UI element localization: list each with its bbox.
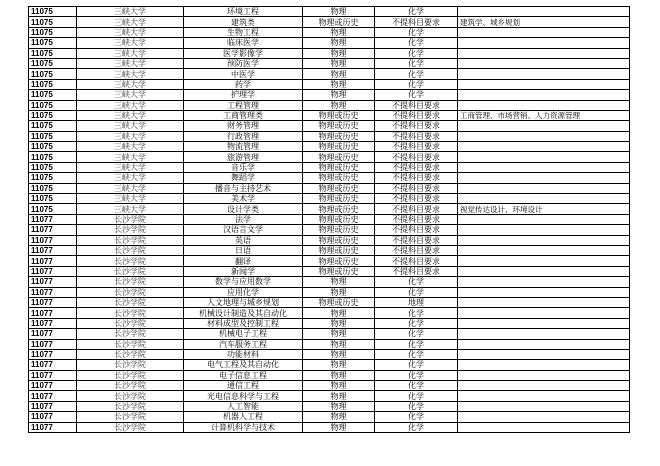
major-name-cell: 机械设计制造及其自动化 [184, 308, 303, 318]
included-majors-cell [458, 412, 630, 422]
school-name-cell: 长沙学院 [77, 370, 184, 380]
school-name-cell: 长沙学院 [77, 308, 184, 318]
included-majors-cell [458, 339, 630, 349]
school-code-cell: 11077 [29, 297, 77, 307]
school-name-cell: 三峡大学 [77, 194, 184, 204]
included-majors-cell: 建筑学、城乡规划 [458, 17, 630, 27]
second-subject-cell: 化学 [375, 339, 458, 349]
school-code-cell: 11075 [29, 194, 77, 204]
first-subject-cell: 物理或历史 [303, 204, 375, 214]
school-code-cell: 11077 [29, 287, 77, 297]
table-row [29, 100, 630, 110]
second-subject-cell: 化学 [375, 69, 458, 79]
school-name-cell: 三峡大学 [77, 110, 184, 120]
school-code-cell: 11075 [29, 27, 77, 37]
first-subject-cell: 物理 [303, 48, 375, 58]
second-subject-cell: 化学 [375, 48, 458, 58]
school-code-cell: 11075 [29, 58, 77, 68]
second-subject-cell: 化学 [375, 412, 458, 422]
major-name-cell: 英语 [184, 235, 303, 245]
first-subject-cell: 物理或历史 [303, 17, 375, 27]
school-name-cell: 长沙学院 [77, 391, 184, 401]
second-subject-cell: 不提科目要求 [375, 256, 458, 266]
included-majors-cell [458, 256, 630, 266]
second-subject-cell: 化学 [375, 308, 458, 318]
school-code-cell: 11077 [29, 256, 77, 266]
school-code-cell: 11075 [29, 152, 77, 162]
major-name-cell: 中医学 [184, 69, 303, 79]
table-row [29, 412, 630, 422]
second-subject-cell: 不提科目要求 [375, 225, 458, 235]
table-row [29, 349, 630, 359]
table-row [29, 329, 630, 339]
included-majors-cell [458, 225, 630, 235]
first-subject-cell: 物理 [303, 318, 375, 328]
included-majors-cell [458, 245, 630, 255]
school-code-cell: 11075 [29, 121, 77, 131]
school-name-cell: 长沙学院 [77, 360, 184, 370]
first-subject-cell: 物理或历史 [303, 162, 375, 172]
first-subject-cell: 物理 [303, 339, 375, 349]
second-subject-cell: 化学 [375, 277, 458, 287]
table-row [29, 142, 630, 152]
table-row [29, 318, 630, 328]
school-name-cell: 长沙学院 [77, 256, 184, 266]
table-row [29, 308, 630, 318]
second-subject-cell: 化学 [375, 318, 458, 328]
major-name-cell: 工程管理 [184, 100, 303, 110]
first-subject-cell: 物理 [303, 360, 375, 370]
included-majors-cell [458, 360, 630, 370]
school-code-cell: 11075 [29, 173, 77, 183]
major-name-cell: 机器人工程 [184, 412, 303, 422]
school-code-cell: 11075 [29, 204, 77, 214]
school-name-cell: 三峡大学 [77, 142, 184, 152]
second-subject-cell: 化学 [375, 360, 458, 370]
second-subject-cell: 不提科目要求 [375, 17, 458, 27]
second-subject-cell: 化学 [375, 7, 458, 17]
included-majors-cell [458, 422, 630, 432]
included-majors-cell [458, 100, 630, 110]
school-code-cell: 11077 [29, 339, 77, 349]
table-row [29, 256, 630, 266]
first-subject-cell: 物理或历史 [303, 131, 375, 141]
school-code-cell: 11075 [29, 38, 77, 48]
second-subject-cell: 不提科目要求 [375, 131, 458, 141]
second-subject-cell: 不提科目要求 [375, 245, 458, 255]
first-subject-cell: 物理或历史 [303, 121, 375, 131]
major-name-cell: 旅游管理 [184, 152, 303, 162]
included-majors-cell [458, 235, 630, 245]
table-row [29, 69, 630, 79]
major-name-cell: 通信工程 [184, 381, 303, 391]
table-row [29, 297, 630, 307]
school-name-cell: 三峡大学 [77, 79, 184, 89]
included-majors-cell [458, 69, 630, 79]
school-name-cell: 三峡大学 [77, 27, 184, 37]
second-subject-cell: 化学 [375, 79, 458, 89]
school-name-cell: 三峡大学 [77, 131, 184, 141]
first-subject-cell: 物理或历史 [303, 110, 375, 120]
major-name-cell: 汽车服务工程 [184, 339, 303, 349]
second-subject-cell: 不提科目要求 [375, 235, 458, 245]
table-row [29, 225, 630, 235]
school-name-cell: 三峡大学 [77, 69, 184, 79]
second-subject-cell: 不提科目要求 [375, 214, 458, 224]
school-code-cell: 11077 [29, 235, 77, 245]
first-subject-cell: 物理 [303, 69, 375, 79]
second-subject-cell: 不提科目要求 [375, 121, 458, 131]
table-row [29, 339, 630, 349]
school-code-cell: 11077 [29, 370, 77, 380]
major-name-cell: 设计学类 [184, 204, 303, 214]
school-code-cell: 11075 [29, 69, 77, 79]
second-subject-cell: 化学 [375, 90, 458, 100]
first-subject-cell: 物理或历史 [303, 256, 375, 266]
included-majors-cell [458, 329, 630, 339]
school-name-cell: 三峡大学 [77, 152, 184, 162]
second-subject-cell: 不提科目要求 [375, 142, 458, 152]
major-name-cell: 环境工程 [184, 7, 303, 17]
major-name-cell: 护理学 [184, 90, 303, 100]
included-majors-cell [458, 194, 630, 204]
second-subject-cell: 化学 [375, 391, 458, 401]
included-majors-cell [458, 142, 630, 152]
school-name-cell: 三峡大学 [77, 173, 184, 183]
major-name-cell: 临床医学 [184, 38, 303, 48]
major-name-cell: 医学影像学 [184, 48, 303, 58]
table-row [29, 38, 630, 48]
school-name-cell: 三峡大学 [77, 100, 184, 110]
school-code-cell: 11077 [29, 360, 77, 370]
major-name-cell: 计算机科学与技术 [184, 422, 303, 432]
second-subject-cell: 化学 [375, 401, 458, 411]
first-subject-cell: 物理 [303, 100, 375, 110]
second-subject-cell: 化学 [375, 58, 458, 68]
first-subject-cell: 物理 [303, 381, 375, 391]
table-row [29, 245, 630, 255]
school-code-cell: 11077 [29, 412, 77, 422]
first-subject-cell: 物理 [303, 391, 375, 401]
table-row [29, 173, 630, 183]
table-row [29, 277, 630, 287]
major-name-cell: 药学 [184, 79, 303, 89]
included-majors-cell [458, 349, 630, 359]
school-name-cell: 三峡大学 [77, 7, 184, 17]
included-majors-cell [458, 401, 630, 411]
major-name-cell: 舞蹈学 [184, 173, 303, 183]
school-name-cell: 三峡大学 [77, 58, 184, 68]
included-majors-cell [458, 27, 630, 37]
major-name-cell: 数学与应用数学 [184, 277, 303, 287]
second-subject-cell: 化学 [375, 27, 458, 37]
table-row [29, 422, 630, 432]
table-row [29, 48, 630, 58]
table-row [29, 110, 630, 120]
second-subject-cell: 不提科目要求 [375, 173, 458, 183]
first-subject-cell: 物理 [303, 90, 375, 100]
second-subject-cell: 不提科目要求 [375, 100, 458, 110]
school-code-cell: 11075 [29, 110, 77, 120]
major-name-cell: 工商管理类 [184, 110, 303, 120]
second-subject-cell: 化学 [375, 349, 458, 359]
school-code-cell: 11077 [29, 308, 77, 318]
major-name-cell: 物流管理 [184, 142, 303, 152]
included-majors-cell [458, 38, 630, 48]
included-majors-cell [458, 131, 630, 141]
first-subject-cell: 物理 [303, 27, 375, 37]
first-subject-cell: 物理 [303, 58, 375, 68]
school-code-cell: 11075 [29, 48, 77, 58]
school-code-cell: 11077 [29, 422, 77, 432]
included-majors-cell [458, 90, 630, 100]
school-name-cell: 长沙学院 [77, 349, 184, 359]
first-subject-cell: 物理 [303, 412, 375, 422]
school-name-cell: 三峡大学 [77, 204, 184, 214]
included-majors-cell [458, 277, 630, 287]
included-majors-cell [458, 266, 630, 276]
included-majors-cell [458, 48, 630, 58]
school-code-cell: 11077 [29, 214, 77, 224]
table-row [29, 7, 630, 17]
table-row [29, 79, 630, 89]
school-code-cell: 11077 [29, 277, 77, 287]
table-row [29, 360, 630, 370]
school-name-cell: 长沙学院 [77, 381, 184, 391]
table-row [29, 183, 630, 193]
major-name-cell: 建筑类 [184, 17, 303, 27]
included-majors-cell: 工商管理、市场营销、人力资源管理 [458, 110, 630, 120]
included-majors-cell [458, 121, 630, 131]
included-majors-cell [458, 7, 630, 17]
included-majors-cell [458, 287, 630, 297]
school-name-cell: 长沙学院 [77, 422, 184, 432]
included-majors-cell [458, 214, 630, 224]
second-subject-cell: 化学 [375, 370, 458, 380]
school-name-cell: 三峡大学 [77, 38, 184, 48]
major-name-cell: 播音与主持艺术 [184, 183, 303, 193]
major-name-cell: 美术学 [184, 194, 303, 204]
second-subject-cell: 化学 [375, 329, 458, 339]
school-name-cell: 长沙学院 [77, 339, 184, 349]
table-row [29, 235, 630, 245]
first-subject-cell: 物理或历史 [303, 225, 375, 235]
major-name-cell: 新闻学 [184, 266, 303, 276]
major-name-cell: 电气工程及其自动化 [184, 360, 303, 370]
school-code-cell: 11077 [29, 318, 77, 328]
first-subject-cell: 物理 [303, 349, 375, 359]
table-row [29, 370, 630, 380]
school-code-cell: 11075 [29, 79, 77, 89]
first-subject-cell: 物理或历史 [303, 142, 375, 152]
school-code-cell: 11077 [29, 245, 77, 255]
table-row [29, 204, 630, 214]
table-row [29, 58, 630, 68]
school-name-cell: 长沙学院 [77, 401, 184, 411]
school-code-cell: 11075 [29, 100, 77, 110]
first-subject-cell: 物理或历史 [303, 297, 375, 307]
school-name-cell: 长沙学院 [77, 287, 184, 297]
first-subject-cell: 物理或历史 [303, 266, 375, 276]
table-row [29, 266, 630, 276]
major-name-cell: 生物工程 [184, 27, 303, 37]
table-row [29, 131, 630, 141]
school-name-cell: 长沙学院 [77, 266, 184, 276]
school-name-cell: 长沙学院 [77, 297, 184, 307]
major-name-cell: 预防医学 [184, 58, 303, 68]
school-name-cell: 三峡大学 [77, 90, 184, 100]
major-name-cell: 翻译 [184, 256, 303, 266]
table-row [29, 121, 630, 131]
major-name-cell: 电子信息工程 [184, 370, 303, 380]
major-name-cell: 日语 [184, 245, 303, 255]
included-majors-cell [458, 173, 630, 183]
school-name-cell: 长沙学院 [77, 412, 184, 422]
major-name-cell: 光电信息科学与工程 [184, 391, 303, 401]
table-row [29, 381, 630, 391]
major-name-cell: 汉语言文学 [184, 225, 303, 235]
second-subject-cell: 不提科目要求 [375, 266, 458, 276]
table-row [29, 194, 630, 204]
school-code-cell: 11075 [29, 17, 77, 27]
major-name-cell: 法学 [184, 214, 303, 224]
school-code-cell: 11077 [29, 391, 77, 401]
school-name-cell: 长沙学院 [77, 225, 184, 235]
table-row [29, 391, 630, 401]
second-subject-cell: 地理 [375, 297, 458, 307]
table-body [29, 7, 630, 433]
included-majors-cell [458, 162, 630, 172]
second-subject-cell: 不提科目要求 [375, 152, 458, 162]
table-row [29, 152, 630, 162]
included-majors-cell: 视觉传达设计、环境设计 [458, 204, 630, 214]
school-name-cell: 三峡大学 [77, 48, 184, 58]
included-majors-cell [458, 308, 630, 318]
included-majors-cell [458, 152, 630, 162]
school-code-cell: 11077 [29, 401, 77, 411]
school-code-cell: 11077 [29, 266, 77, 276]
table-row [29, 162, 630, 172]
second-subject-cell: 不提科目要求 [375, 204, 458, 214]
school-code-cell: 11077 [29, 329, 77, 339]
admission-requirements-table [28, 6, 630, 433]
table-row [29, 90, 630, 100]
school-name-cell: 三峡大学 [77, 162, 184, 172]
school-name-cell: 长沙学院 [77, 235, 184, 245]
first-subject-cell: 物理 [303, 370, 375, 380]
major-name-cell: 材料成型及控制工程 [184, 318, 303, 328]
major-name-cell: 行政管理 [184, 131, 303, 141]
table-row [29, 17, 630, 27]
school-name-cell: 长沙学院 [77, 277, 184, 287]
school-code-cell: 11077 [29, 225, 77, 235]
school-code-cell: 11075 [29, 7, 77, 17]
school-code-cell: 11075 [29, 183, 77, 193]
table-row [29, 401, 630, 411]
first-subject-cell: 物理或历史 [303, 152, 375, 162]
second-subject-cell: 化学 [375, 381, 458, 391]
table-row [29, 27, 630, 37]
school-name-cell: 三峡大学 [77, 183, 184, 193]
table-row [29, 287, 630, 297]
first-subject-cell: 物理 [303, 422, 375, 432]
table-row [29, 214, 630, 224]
second-subject-cell: 不提科目要求 [375, 194, 458, 204]
school-code-cell: 11075 [29, 131, 77, 141]
school-name-cell: 长沙学院 [77, 318, 184, 328]
second-subject-cell: 化学 [375, 287, 458, 297]
included-majors-cell [458, 318, 630, 328]
school-name-cell: 三峡大学 [77, 121, 184, 131]
school-name-cell: 长沙学院 [77, 245, 184, 255]
first-subject-cell: 物理或历史 [303, 235, 375, 245]
first-subject-cell: 物理 [303, 38, 375, 48]
second-subject-cell: 不提科目要求 [375, 183, 458, 193]
school-code-cell: 11077 [29, 381, 77, 391]
first-subject-cell: 物理 [303, 401, 375, 411]
included-majors-cell [458, 79, 630, 89]
first-subject-cell: 物理或历史 [303, 183, 375, 193]
major-name-cell: 机械电子工程 [184, 329, 303, 339]
major-name-cell: 人工智能 [184, 401, 303, 411]
first-subject-cell: 物理 [303, 329, 375, 339]
first-subject-cell: 物理或历史 [303, 245, 375, 255]
school-name-cell: 三峡大学 [77, 17, 184, 27]
school-name-cell: 长沙学院 [77, 329, 184, 339]
first-subject-cell: 物理 [303, 7, 375, 17]
included-majors-cell [458, 381, 630, 391]
first-subject-cell: 物理 [303, 277, 375, 287]
included-majors-cell [458, 370, 630, 380]
included-majors-cell [458, 183, 630, 193]
major-name-cell: 财务管理 [184, 121, 303, 131]
first-subject-cell: 物理或历史 [303, 214, 375, 224]
second-subject-cell: 不提科目要求 [375, 110, 458, 120]
school-name-cell: 长沙学院 [77, 214, 184, 224]
second-subject-cell: 不提科目要求 [375, 162, 458, 172]
second-subject-cell: 化学 [375, 38, 458, 48]
school-code-cell: 11077 [29, 349, 77, 359]
included-majors-cell [458, 297, 630, 307]
school-code-cell: 11075 [29, 90, 77, 100]
included-majors-cell [458, 391, 630, 401]
first-subject-cell: 物理 [303, 79, 375, 89]
school-code-cell: 11075 [29, 162, 77, 172]
first-subject-cell: 物理 [303, 287, 375, 297]
included-majors-cell [458, 58, 630, 68]
second-subject-cell: 化学 [375, 422, 458, 432]
first-subject-cell: 物理 [303, 308, 375, 318]
first-subject-cell: 物理或历史 [303, 194, 375, 204]
major-name-cell: 音乐学 [184, 162, 303, 172]
school-code-cell: 11075 [29, 142, 77, 152]
major-name-cell: 人文地理与城乡规划 [184, 297, 303, 307]
first-subject-cell: 物理或历史 [303, 173, 375, 183]
major-name-cell: 功能材料 [184, 349, 303, 359]
major-name-cell: 应用化学 [184, 287, 303, 297]
